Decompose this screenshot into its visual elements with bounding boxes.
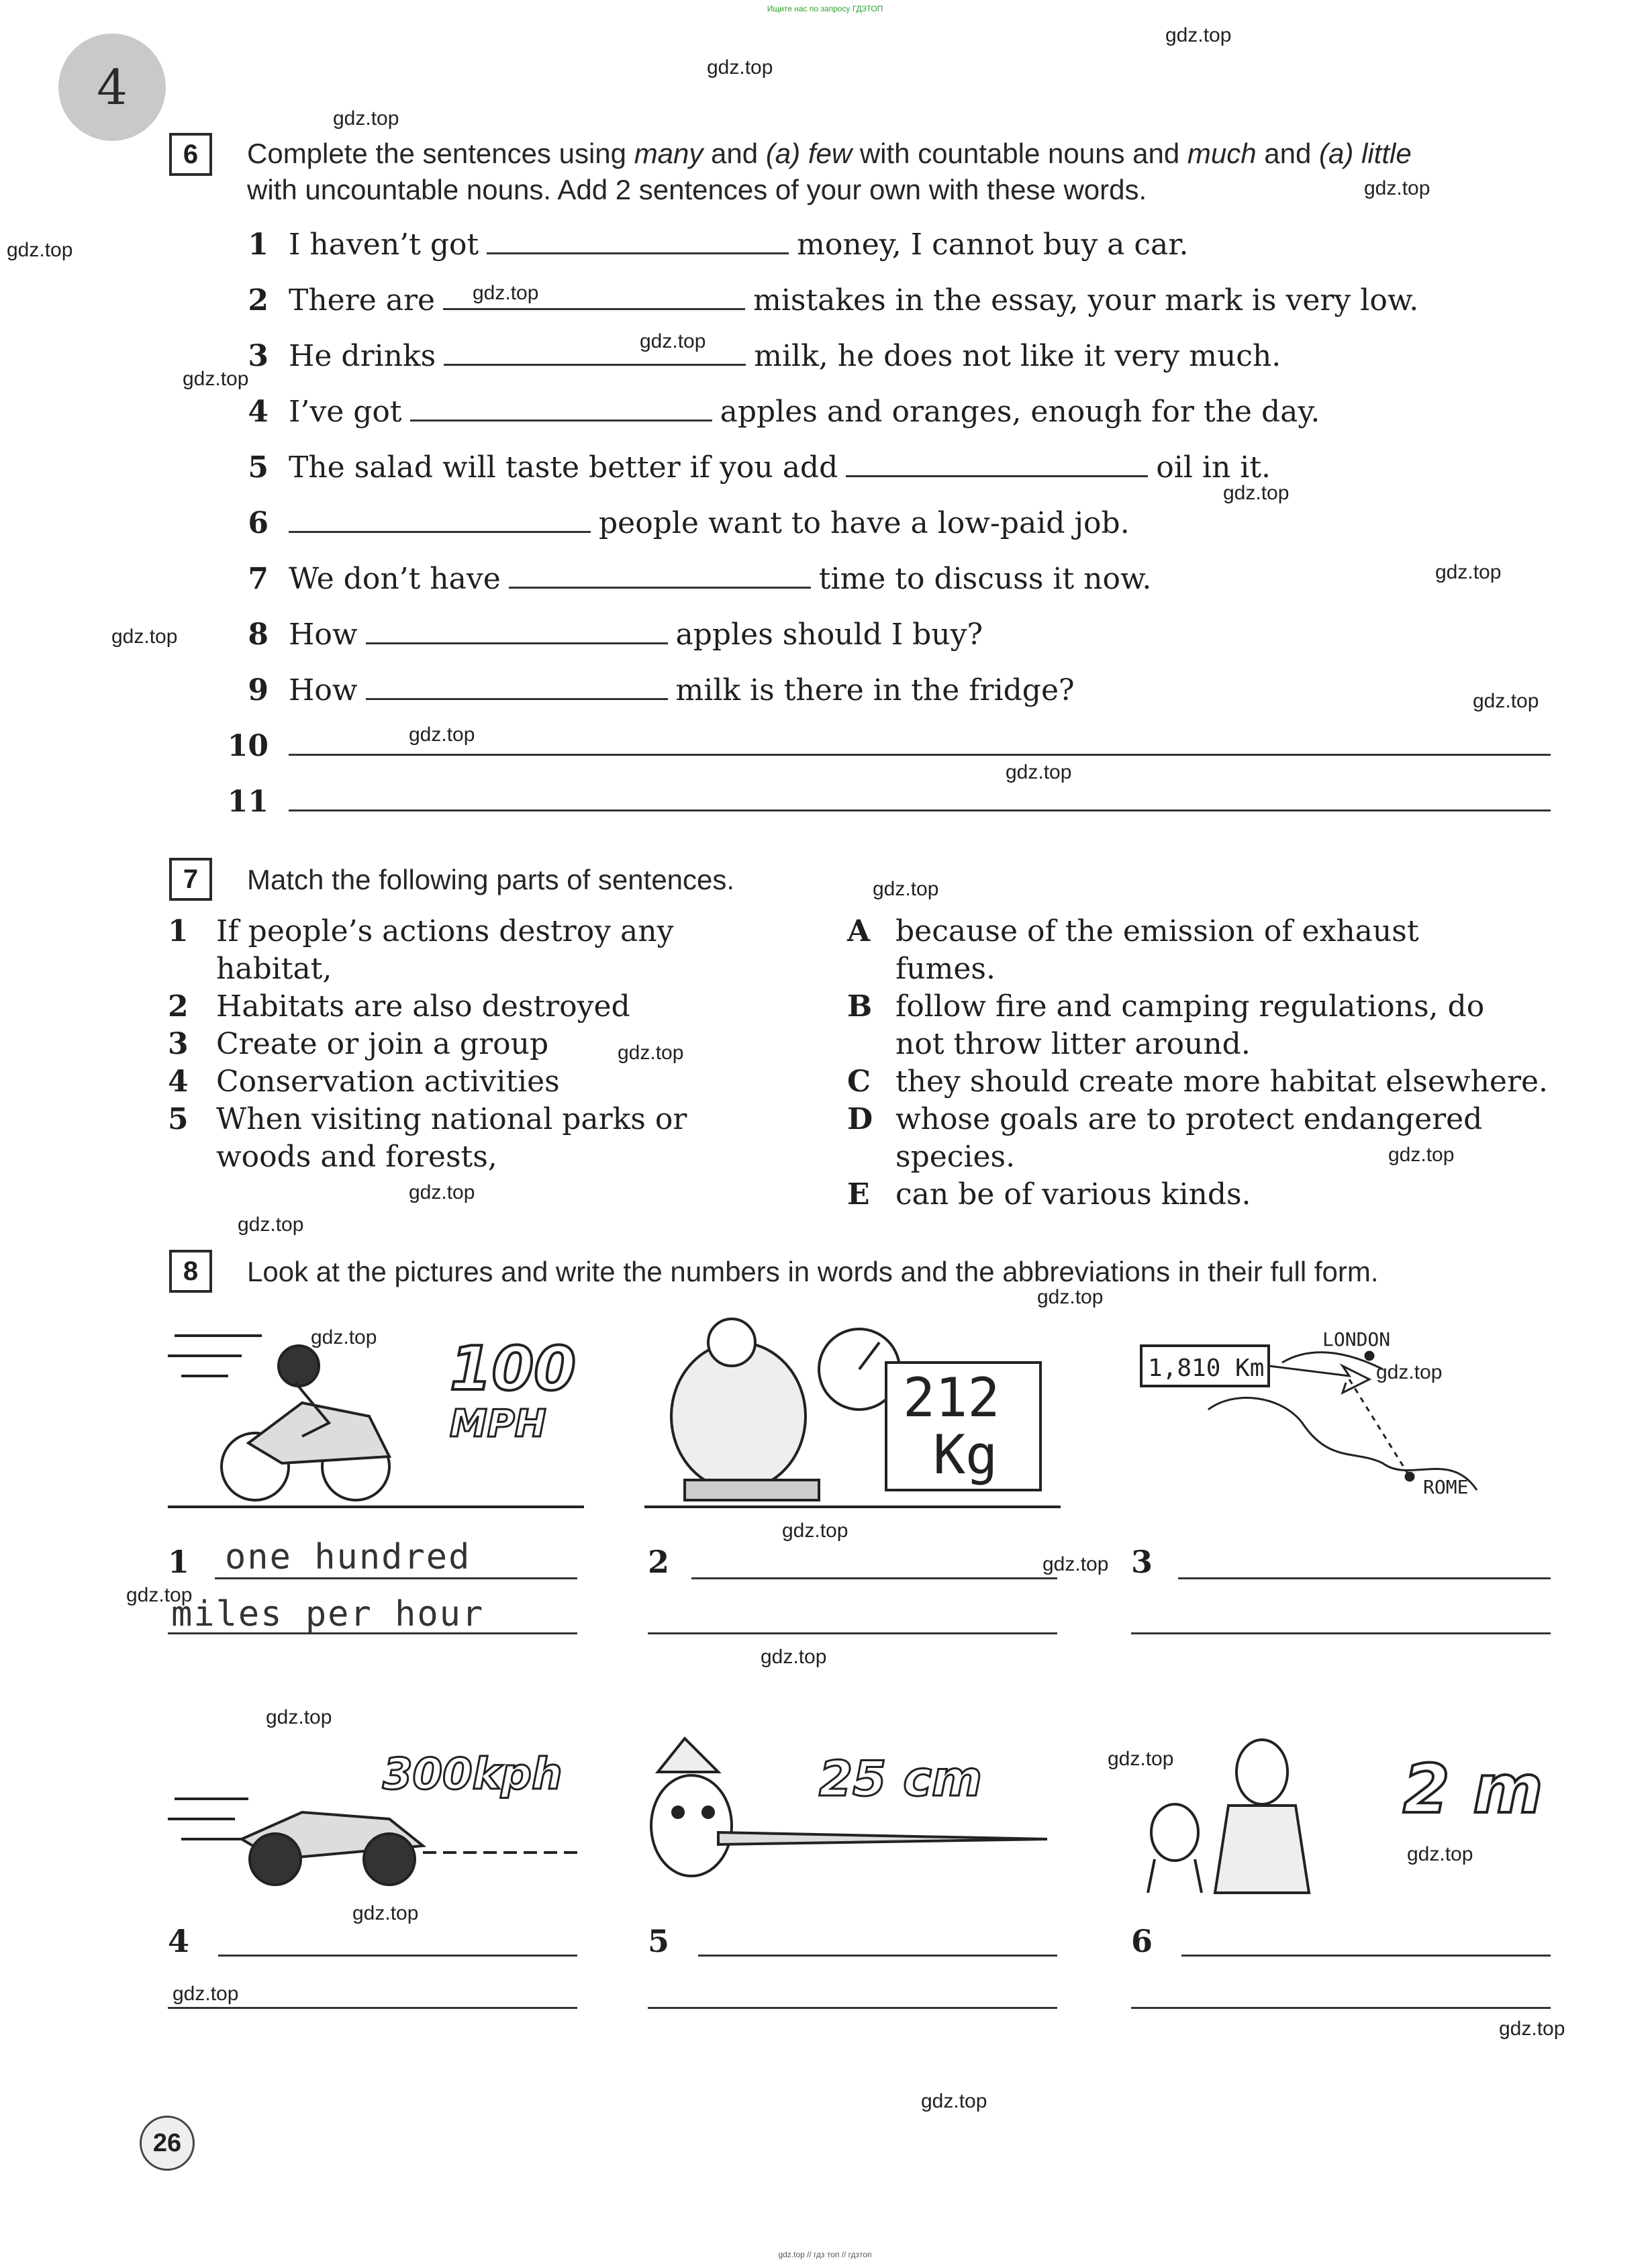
svg-text:LONDON: LONDON <box>1322 1328 1391 1350</box>
answer-line[interactable] <box>698 1955 1057 1957</box>
sentence-row <box>222 392 1564 448</box>
watermark: gdz.top <box>111 626 178 648</box>
watermark: gdz.top <box>1388 1144 1455 1166</box>
sentence-after: mistakes in the essay, your mark is very low. <box>753 283 1419 317</box>
sentence-after: milk is there in the fridge? <box>675 673 1075 707</box>
page-number: 26 <box>140 2116 195 2171</box>
watermark: gdz.top <box>409 724 475 746</box>
sentence-row <box>222 225 1564 281</box>
picture-map <box>1128 1316 1557 1517</box>
sentence-number: 8 <box>248 618 269 652</box>
sentence-before: How <box>289 618 358 652</box>
match-left-item: 3 Create or join a group <box>168 1027 549 1061</box>
watermark: gdz.top <box>183 368 249 390</box>
answer-line[interactable] <box>1131 2007 1551 2009</box>
watermark: gdz.top <box>1499 2018 1565 2040</box>
watermark: gdz.top <box>7 239 73 261</box>
match-right-item: E can be of various kinds. <box>847 1177 1251 1212</box>
sentence-number: 6 <box>248 506 269 540</box>
watermark: gdz.top <box>1407 1843 1473 1865</box>
answer-blank[interactable] <box>410 419 712 422</box>
watermark: gdz.top <box>238 1214 304 1236</box>
picture-weighing-scale <box>644 1316 1061 1517</box>
watermark: gdz.top <box>473 282 539 304</box>
answer-blank[interactable] <box>444 363 746 366</box>
sentence-before: We don’t have <box>289 562 501 596</box>
sentence-before: I’ve got <box>289 395 402 429</box>
picture-6-sign: 2 m <box>1403 1750 1543 1828</box>
match-left-item: 1 If people’s actions destroy any habitat, <box>168 914 674 986</box>
picture-4-sign: 300kph <box>383 1750 563 1799</box>
picture-race-car <box>168 1738 584 1893</box>
answer-blank[interactable] <box>366 697 668 700</box>
picture-1-answer-line2: miles per hour <box>171 1594 485 1634</box>
answer-line[interactable] <box>691 1577 1057 1579</box>
watermark: gdz.top <box>1223 482 1290 504</box>
watermark: gdz.top <box>1006 761 1072 783</box>
watermark: gdz.top <box>1037 1286 1104 1308</box>
bottom-note: gdz.top // гдз топ // гдзтоп <box>778 2250 872 2259</box>
watermark: gdz.top <box>873 878 939 900</box>
answer-line[interactable] <box>1131 1632 1551 1634</box>
sentence-after: time to discuss it now. <box>818 562 1152 596</box>
unit-badge <box>58 34 166 141</box>
sentence-after: oil in it. <box>1156 450 1271 485</box>
sentence-row <box>222 615 1564 671</box>
svg-text:1,810 Km: 1,810 Km <box>1148 1354 1265 1382</box>
answer-blank[interactable] <box>846 475 1148 477</box>
answer-blank[interactable] <box>366 642 668 644</box>
picture-1-answer-line1: one hundred <box>225 1537 471 1577</box>
sentence-after: money, I cannot buy a car. <box>797 228 1189 262</box>
watermark: gdz.top <box>1473 690 1539 712</box>
svg-text:212: 212 <box>903 1367 1000 1429</box>
sentence-row <box>222 782 1564 838</box>
sentence-before: The salad will taste better if you add <box>289 450 838 485</box>
answer-line[interactable] <box>648 2007 1057 2009</box>
watermark: gdz.top <box>311 1326 377 1348</box>
match-right-item: A because of the emission of exhaust fumes. <box>847 914 1419 986</box>
sentence-row <box>222 559 1564 615</box>
watermark: gdz.top <box>782 1520 848 1542</box>
exercise-7-instruction: Match the following parts of sentences. <box>247 864 735 895</box>
picture-2-number: 2 <box>648 1544 670 1580</box>
watermark: gdz.top <box>618 1042 684 1064</box>
exercise-8-instruction: Look at the pictures and write the numbers in words and the abbreviations in their full form. <box>247 1256 1379 1287</box>
answer-blank[interactable] <box>509 586 811 589</box>
sentence-number: 3 <box>248 339 269 373</box>
match-left-item: 5 When visiting national parks or woods and forests, <box>168 1102 687 1174</box>
watermark: gdz.top <box>640 330 706 352</box>
watermark: gdz.top <box>1042 1553 1109 1575</box>
answer-blank[interactable] <box>289 530 591 533</box>
watermark: gdz.top <box>409 1181 475 1203</box>
answer-line[interactable] <box>218 1955 577 1957</box>
sentence-number: 10 <box>227 729 269 763</box>
picture-5-sign: 25 cm <box>819 1751 982 1807</box>
watermark: gdz.top <box>266 1706 332 1728</box>
sentence-after: apples should I buy? <box>675 618 983 652</box>
sentence-row <box>222 671 1564 726</box>
picture-1-number: 1 <box>168 1544 190 1580</box>
answer-blank[interactable] <box>443 307 745 310</box>
picture-tall-man <box>1134 1725 1564 1900</box>
picture-3-number: 3 <box>1131 1544 1153 1580</box>
sentence-number: 9 <box>248 673 269 707</box>
sentence-row <box>222 336 1564 392</box>
sentence-number: 5 <box>248 450 269 485</box>
watermark: gdz.top <box>921 2090 987 2112</box>
unit-number: 4 <box>97 59 128 115</box>
match-left-item: 2 Habitats are also destroyed <box>168 989 630 1024</box>
sentence-after: apples and oranges, enough for the day. <box>720 395 1320 429</box>
sentence-number: 7 <box>248 562 269 596</box>
watermark: gdz.top <box>1435 561 1502 583</box>
svg-text:MPH: MPH <box>450 1402 546 1446</box>
sentence-after: people want to have a low-paid job. <box>599 506 1130 540</box>
svg-text:Kg: Kg <box>933 1424 998 1486</box>
sentence-before: He drinks <box>289 339 436 373</box>
watermark: gdz.top <box>1376 1361 1443 1383</box>
watermark: gdz.top <box>352 1902 419 1924</box>
exercise-8-number: 8 <box>169 1250 212 1293</box>
watermark: gdz.top <box>126 1584 193 1606</box>
sentence-row <box>222 281 1564 336</box>
match-right-item: C they should create more habitat elsewhere. <box>847 1065 1549 1099</box>
sentence-number: 1 <box>248 228 269 262</box>
sentence-before: How <box>289 673 358 707</box>
watermark: gdz.top <box>1364 177 1430 199</box>
match-left-item: 4 Conservation activities <box>168 1065 560 1099</box>
watermark: gdz.top <box>707 56 773 79</box>
watermark: gdz.top <box>1108 1748 1174 1770</box>
match-right-item: B follow fire and camping regulations, do not throw litter around. <box>847 989 1485 1061</box>
sentence-number: 2 <box>248 283 269 317</box>
sentence-after: milk, he does not like it very much. <box>754 339 1281 373</box>
answer-line[interactable] <box>648 1632 1057 1634</box>
svg-text:100: 100 <box>450 1334 576 1404</box>
sentence-number: 11 <box>227 785 269 819</box>
picture-5-number: 5 <box>648 1923 670 1959</box>
picture-1-sign <box>450 1334 576 1446</box>
answer-line[interactable] <box>215 1577 577 1579</box>
picture-long-nose <box>644 1732 1061 1893</box>
watermark: gdz.top <box>333 107 399 130</box>
answer-line[interactable] <box>168 2007 577 2009</box>
exercise-7-number: 7 <box>169 858 212 901</box>
watermark: gdz.top <box>1165 24 1232 46</box>
answer-line[interactable] <box>289 809 1551 811</box>
picture-6-number: 6 <box>1131 1923 1153 1959</box>
answer-line[interactable] <box>1178 1577 1551 1579</box>
answer-line[interactable] <box>168 1632 577 1634</box>
top-note: Ищите нас по запросу ГДЗТОП <box>767 4 883 13</box>
match-right-item: D whose goals are to protect endangered species. <box>847 1102 1483 1174</box>
sentence-row <box>222 503 1564 559</box>
watermark: gdz.top <box>761 1646 827 1668</box>
sentence-row <box>222 448 1564 503</box>
answer-blank[interactable] <box>487 252 789 254</box>
sentence-before: I haven’t got <box>289 228 479 262</box>
answer-line[interactable] <box>1181 1955 1551 1957</box>
sentence-before: There are <box>289 283 436 317</box>
picture-4-number: 4 <box>168 1923 190 1959</box>
sentence-number: 4 <box>248 395 269 429</box>
answer-line[interactable] <box>289 753 1551 756</box>
svg-text:ROME: ROME <box>1423 1476 1469 1498</box>
watermark: gdz.top <box>173 1983 239 2005</box>
exercise-6-number: 6 <box>169 133 212 176</box>
exercise-6-instruction: Complete the sentences using many and (a) few with countable nouns and much and (a) little with uncountable nouns. Add 2 sentences of your own with these words. <box>247 138 1412 205</box>
